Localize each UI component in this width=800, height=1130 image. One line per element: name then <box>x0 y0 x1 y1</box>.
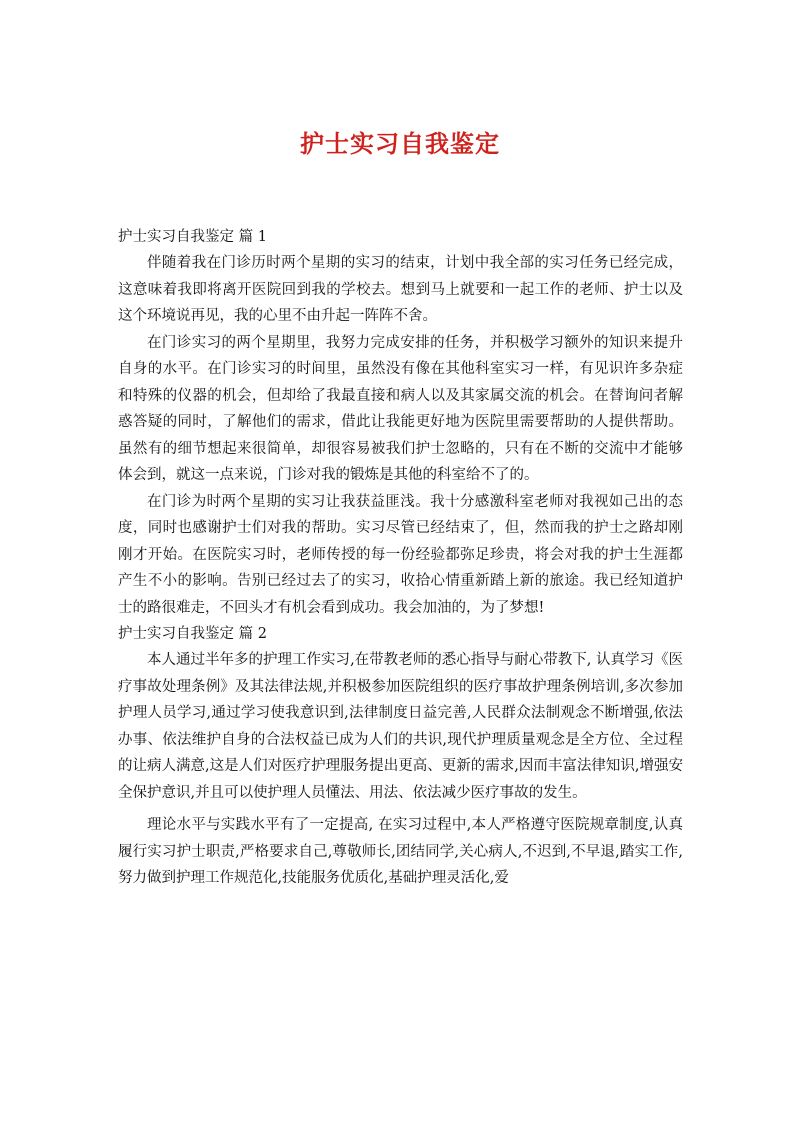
section-2 <box>118 621 683 892</box>
section-heading: 护士实习自我鉴定 篇 1 <box>118 229 267 245</box>
paragraph: 本人通过半年多的护理工作实习,在带教老师的悉心指导与耐心带教下, 认真学习《医疗事故处理条例》及其法律法规,并积极参加医院组织的医疗事故护理条例培训,多次参加护理人员学习,通过学习使我意识到,法律制度日益完善,人民群众法制观念不断增强,依法办事、依法维护自身的合法权益已成为人们的共识,现代护理质量观念是全方位、全过程的让病人满意,这是人们对医疗护理服务提出更高、更新的需求,因而丰富法律知识,增强安全保护意识,并且可以使护理人员懂法、用法、依法减少医疗事故的发生。 <box>118 652 683 801</box>
paragraph: 伴随着我在门诊历时两个星期的实习的结束，计划中我全部的实习任务已经完成，这意味着我即将离开医院回到我的学校去。想到马上就要和一起工作的老师、护士以及这个环境说再见，我的心里不由升起一阵阵不舍。 <box>118 255 683 324</box>
section-heading: 护士实习自我鉴定 篇 2 <box>118 626 267 642</box>
section-1 <box>118 224 683 621</box>
paragraph: 理论水平与实践水平有了一定提高, 在实习过程中,本人严格遵守医院规章制度,认真履行实习护士职责,严格要求自己,尊敬师长,团结同学,关心病人,不迟到,不早退,踏实工作,努力做到护理工作规范化,技能服务优质化,基础护理灵活化,爱 <box>118 817 683 886</box>
paragraph: 在门诊实习的两个星期里，我努力完成安排的任务，并积极学习额外的知识来提升自身的水平。在门诊实习的时间里，虽然没有像在其他科室实习一样，有见识许多杂症和特殊的仪器的机会，但却给了我最直接和病人以及其家属交流的机会。在替询问者解惑答疑的同时，了解他们的需求，借此让我能更好地为医院里需要帮助的人提供帮助。虽然有的细节想起来很简单，却很容易被我们护士忽略的，只有在不断的交流中才能够体会到，就这一点来说，门诊对我的锻炼是其他的科室给不了的。 <box>118 334 683 483</box>
document-title: 护士实习自我鉴定 <box>300 129 500 158</box>
paragraph: 在门诊为时两个星期的实习让我获益匪浅。我十分感激科室老师对我视如己出的态度，同时也感谢护士们对我的帮助。实习尽管已经结束了，但，然而我的护士之路却刚刚才开始。在医院实习时，老师传授的每一份经验都弥足珍贵，将会对我的护士生涯都产生不小的影响。告别已经过去了的实习，收拾心情重新踏上新的旅途。我已经知道护士的路很难走，不回头才有机会看到成功。我会加油的，为了梦想! <box>118 493 683 616</box>
document-body <box>118 224 683 892</box>
